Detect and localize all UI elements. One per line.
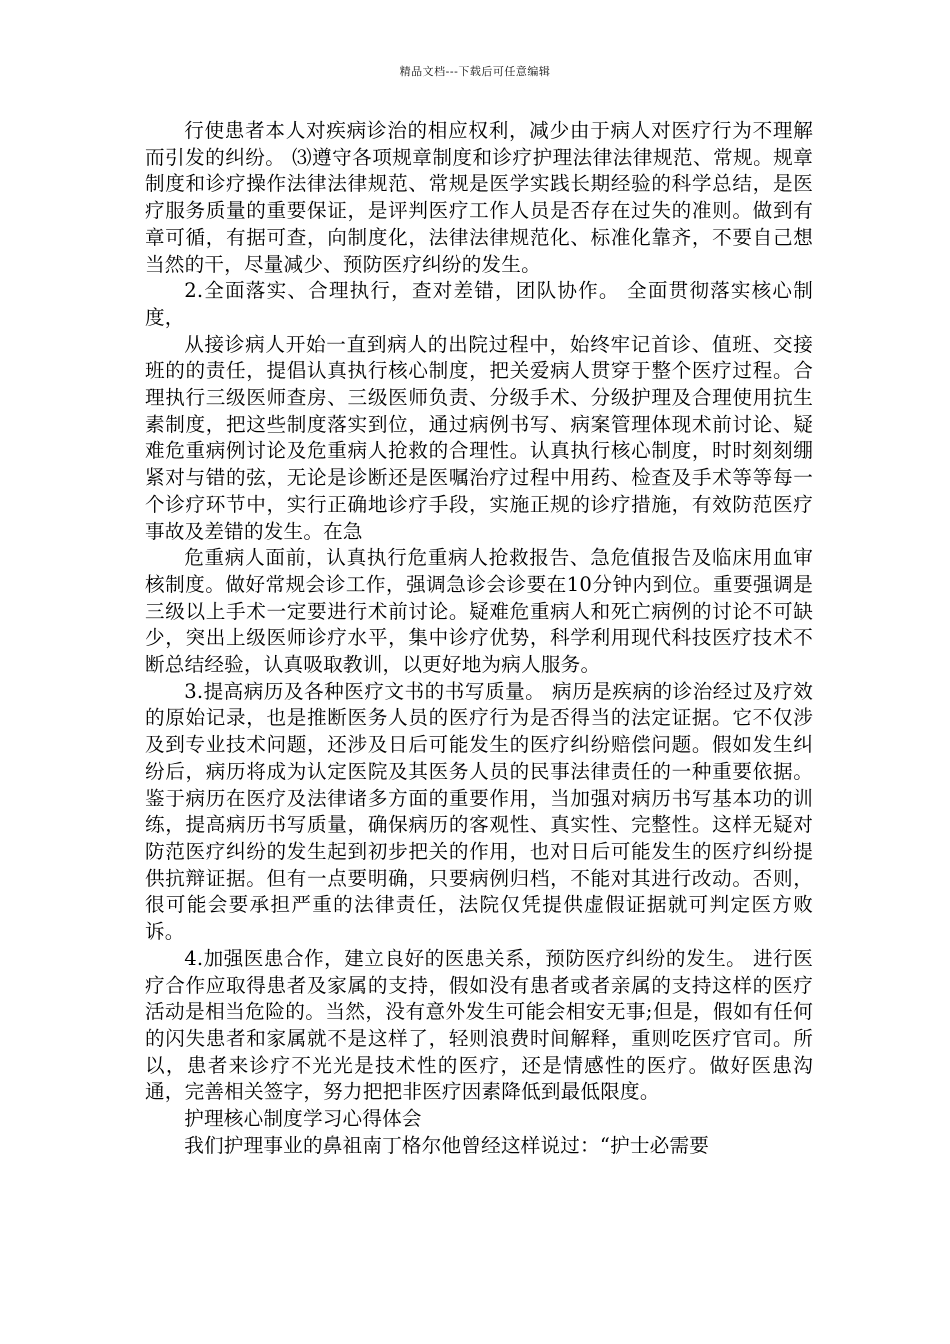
paragraph: 行使患者本人对疾病诊治的相应权利，减少由于病人对医疗行为不理解而引发的纠纷。 ⑶遵守各项规章制度和诊疗护理法律法律规范、常规。规章制度和诊疗操作法律法律规范、常规是医学实践长期经验的科学总结，是医疗服务质量的重要保证，是评判医疗工作人员是否存在过失的准则。做到有章可循，有据可查，向制度化，法律法律规范化、标准化靠齐，不要自己想当然的干，尽量减少、预防医疗纠纷的发生。 bbox=[145, 119, 813, 276]
paragraph: 我们护理事业的鼻祖南丁格尔他曾经这样说过：“护士必需要 bbox=[184, 1133, 710, 1157]
paragraph: 2.全面落实、合理执行，查对差错，团队协作。 全面贯彻落实核心制度， bbox=[145, 279, 813, 329]
page-header: 精品文档---下载后可任意编辑 bbox=[399, 65, 551, 78]
paragraph: 危重病人面前，认真执行危重病人抢救报告、急危值报告及临床用血审核制度。做好常规会诊工作，强调急诊会诊要在10分钟内到位。重要强调是三级以上手术一定要进行术前讨论。疑难危重病人和死亡病例的讨论不可缺少，突出上级医师诊疗水平，集中诊疗优势，科学利用现代科技医疗技术不断总结经验，认真吸取教训，以更好地为病人服务。 bbox=[145, 546, 813, 677]
section-title: 护理核心制度学习心得体会 bbox=[184, 1107, 422, 1131]
document-body bbox=[145, 118, 813, 1159]
paragraph: 3.提高病历及各种医疗文书的书写质量。 病历是疾病的诊治经过及疗效的原始记录，也是推断医务人员的医疗行为是否得当的法定证据。它不仅涉及到专业技术问题，还涉及日后可能发生的医疗纠纷赔偿问题。假如发生纠纷后，病历将成为认定医院及其医务人员的民事法律责任的一种重要依据。鉴于病历在医疗及法律诸多方面的重要作用，当加强对病历书写基本功的训练，提高病历书写质量，确保病历的客观性、真实性、完整性。这样无疑对防范医疗纠纷的发生起到初步把关的作用，也对日后可能发生的医疗纠纷提供抗辩证据。但有一点要明确，只要病例归档，不能对其进行改动。否则，很可能会要承担严重的法律责任，法院仅凭提供虚假证据就可判定医方败诉。 bbox=[145, 679, 813, 944]
paragraph: 4.加强医患合作，建立良好的医患关系，预防医疗纠纷的发生。 进行医疗合作应取得患者及家属的支持，假如没有患者或者亲属的支持这样的医疗活动是相当危险的。当然，没有意外发生可能会相安无事;但是，假如有任何的闪失患者和家属就不是这样了，轻则浪费时间解释，重则吃医疗官司。所以，患者来诊疗不光光是技术性的医疗，还是情感性的医疗。做好医患沟通，完善相关签字，努力把把非医疗因素降低到最低限度。 bbox=[145, 946, 813, 1104]
paragraph: 从接诊病人开始一直到病人的出院过程中，始终牢记首诊、值班、交接班的的责任，提倡认真执行核心制度，把关爱病人贯穿于整个医疗过程。合理执行三级医师查房、三级医师负责、分级手术、分级护理及合理使用抗生素制度，把这些制度落实到位，通过病例书写、病案管理体现术前讨论、疑难危重病例讨论及危重病人抢救的合理性。认真执行核心制度，时时刻刻绷紧对与错的弦，无论是诊断还是医嘱治疗过程中用药、检查及手术等等每一个诊疗环节中，实行正确地诊疗手段，实施正规的诊疗措施，有效防范医疗事故及差错的发生。在急 bbox=[145, 332, 813, 543]
